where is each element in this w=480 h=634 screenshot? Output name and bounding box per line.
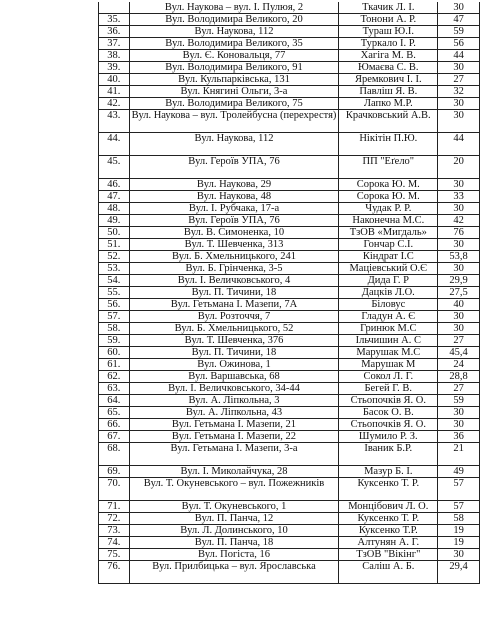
address-cell: Вул. П. Тичини, 18 — [129, 347, 339, 359]
owner-cell: Гончар С.І. — [339, 239, 438, 251]
owner-cell: Крачковський А.В. — [339, 110, 438, 133]
address-cell: Вул. Варшавська, 68 — [129, 371, 339, 383]
owner-cell: Хагіга М. В. — [339, 50, 438, 62]
table-row — [99, 383, 480, 395]
row-number: 69. — [99, 466, 130, 478]
area-cell: 19 — [438, 537, 480, 549]
area-cell: 30 — [438, 98, 480, 110]
row-number: 71. — [99, 501, 130, 513]
address-cell: Вул. Погіста, 16 — [129, 549, 339, 561]
owner-cell: Чудак Р. Р. — [339, 203, 438, 215]
address-cell: Вул. Т. Шевченка, 313 — [129, 239, 339, 251]
area-cell: 56 — [438, 38, 480, 50]
area-cell: 27 — [438, 74, 480, 86]
owner-cell: ТзОВ «Мигдаль» — [339, 227, 438, 239]
area-cell: 57 — [438, 501, 480, 513]
table-row — [99, 335, 480, 347]
owner-cell: Сорока Ю. М. — [339, 179, 438, 191]
table-row — [99, 311, 480, 323]
owner-cell: Сорока Ю. М. — [339, 191, 438, 203]
owner-cell: Іваник Б.Р. — [339, 443, 438, 466]
area-cell: 58 — [438, 513, 480, 525]
address-cell: Вул. І. Миколайчука, 28 — [129, 466, 339, 478]
row-number: 58. — [99, 323, 130, 335]
table-row — [99, 50, 480, 62]
row-number: 67. — [99, 431, 130, 443]
address-cell: Вул. Кульпарківська, 131 — [129, 74, 339, 86]
row-number: 75. — [99, 549, 130, 561]
address-cell: Вул. А. Ліпкольна, 3 — [129, 395, 339, 407]
table-row — [99, 359, 480, 371]
address-cell: Вул. Прилбицька – вул. Ярославська — [129, 561, 339, 584]
address-cell: Вул. Наукова – вул. І. Пулюя, 2 — [129, 2, 339, 14]
row-number: 59. — [99, 335, 130, 347]
table-row — [99, 323, 480, 335]
table-row — [99, 203, 480, 215]
owner-cell: Наконечна М.С. — [339, 215, 438, 227]
address-cell: Вул. П. Панча, 12 — [129, 513, 339, 525]
area-cell: 27 — [438, 383, 480, 395]
address-cell: Вул. Гетьмана І. Мазепи, 3-а — [129, 443, 339, 466]
table-row — [99, 179, 480, 191]
address-cell: Вул. Наукова, 112 — [129, 133, 339, 156]
address-cell: Вул. І. Величковського, 34-44 — [129, 383, 339, 395]
row-number: 39. — [99, 62, 130, 74]
table-row — [99, 407, 480, 419]
address-cell: Вул. Володимира Великого, 75 — [129, 98, 339, 110]
table-row — [99, 419, 480, 431]
owner-cell: Гринюк М.С — [339, 323, 438, 335]
area-cell: 44 — [438, 133, 480, 156]
owner-cell: Басок О. В. — [339, 407, 438, 419]
table-row — [99, 431, 480, 443]
table-row — [99, 347, 480, 359]
address-cell: Вул. Т. Шевченка, 376 — [129, 335, 339, 347]
address-cell: Вул. Л. Долинського, 10 — [129, 525, 339, 537]
owner-cell: ПП "Еґело" — [339, 156, 438, 179]
row-number: 36. — [99, 26, 130, 38]
address-cell: Вул. А. Ліпкольна, 43 — [129, 407, 339, 419]
owner-cell: Тураш Ю.І. — [339, 26, 438, 38]
row-number: 42. — [99, 98, 130, 110]
row-number: 51. — [99, 239, 130, 251]
row-number: 40. — [99, 74, 130, 86]
address-cell: Вул. Б. Хмельницького, 241 — [129, 251, 339, 263]
owner-cell: Біловус — [339, 299, 438, 311]
address-cell: Вул. П. Тичини, 18 — [129, 287, 339, 299]
owner-cell: Туркало І. Р. — [339, 38, 438, 50]
table-row — [99, 549, 480, 561]
owner-cell: Тонони А. Р. — [339, 14, 438, 26]
row-number: 62. — [99, 371, 130, 383]
table-row — [99, 299, 480, 311]
owner-cell: Монцібович Л. О. — [339, 501, 438, 513]
table-row — [99, 513, 480, 525]
table-row — [99, 263, 480, 275]
table-row — [99, 275, 480, 287]
address-cell: Вул. Героїв УПА, 76 — [129, 215, 339, 227]
address-cell: Вул. Княгині Ольги, 3-а — [129, 86, 339, 98]
table-row — [99, 215, 480, 227]
owner-cell: Дида Г. Р — [339, 275, 438, 287]
table-row — [99, 156, 480, 179]
row-number: 61. — [99, 359, 130, 371]
area-cell: 19 — [438, 525, 480, 537]
table-row — [99, 110, 480, 133]
table-row — [99, 371, 480, 383]
table-row — [99, 14, 480, 26]
address-cell: Вул. Наукова – вул. Тролейбусна (перехрестя) — [129, 110, 339, 133]
row-number: 43. — [99, 110, 130, 133]
row-number: 70. — [99, 478, 130, 501]
owner-cell: Алтунян А. Г. — [339, 537, 438, 549]
owner-cell: Куксенко Т. Р. — [339, 513, 438, 525]
address-cell: Вул. Володимира Великого, 91 — [129, 62, 339, 74]
address-cell: Вул. В. Симоненка, 10 — [129, 227, 339, 239]
area-cell: 30 — [438, 179, 480, 191]
owner-cell: Дацків Л.О. — [339, 287, 438, 299]
owner-cell: Шумило Р. З. — [339, 431, 438, 443]
table-row — [99, 74, 480, 86]
registry-table-body — [99, 2, 480, 584]
row-number: 55. — [99, 287, 130, 299]
owner-cell: Павліш Я. В. — [339, 86, 438, 98]
row-number: 38. — [99, 50, 130, 62]
area-cell: 30 — [438, 419, 480, 431]
row-number: 50. — [99, 227, 130, 239]
row-number: 45. — [99, 156, 130, 179]
area-cell: 30 — [438, 110, 480, 133]
owner-cell: Стьопочків Я. О. — [339, 419, 438, 431]
area-cell: 30 — [438, 2, 480, 14]
address-cell: Вул. Т. Окуневського, 1 — [129, 501, 339, 513]
area-cell: 76 — [438, 227, 480, 239]
area-cell: 45,4 — [438, 347, 480, 359]
table-row — [99, 287, 480, 299]
row-number: 57. — [99, 311, 130, 323]
area-cell: 30 — [438, 62, 480, 74]
row-number: 60. — [99, 347, 130, 359]
table-row — [99, 501, 480, 513]
table-row — [99, 191, 480, 203]
table-row — [99, 466, 480, 478]
row-number: 68. — [99, 443, 130, 466]
row-number: 63. — [99, 383, 130, 395]
owner-cell: Сокол Л. Г. — [339, 371, 438, 383]
address-cell: Вул. Героїв УПА, 76 — [129, 156, 339, 179]
table-row — [99, 2, 480, 14]
table-row — [99, 98, 480, 110]
address-cell: Вул. Наукова, 112 — [129, 26, 339, 38]
area-cell: 30 — [438, 407, 480, 419]
table-row — [99, 239, 480, 251]
address-cell: Вул. І. Величковського, 4 — [129, 275, 339, 287]
address-cell: Вул. Т. Окуневського – вул. Пожежників — [129, 478, 339, 501]
area-cell: 29,4 — [438, 561, 480, 584]
owner-cell: Бегей Г. В. — [339, 383, 438, 395]
area-cell: 59 — [438, 395, 480, 407]
area-cell: 59 — [438, 26, 480, 38]
table-row — [99, 86, 480, 98]
address-cell: Вул. Є. Коновальця, 77 — [129, 50, 339, 62]
owner-cell: Марушак М.С — [339, 347, 438, 359]
owner-cell: Кіндрат І.С — [339, 251, 438, 263]
area-cell: 30 — [438, 323, 480, 335]
table-row — [99, 561, 480, 584]
area-cell: 27,5 — [438, 287, 480, 299]
area-cell: 24 — [438, 359, 480, 371]
table-row — [99, 443, 480, 466]
owner-cell: ТзОВ "Вікінг" — [339, 549, 438, 561]
area-cell: 29,9 — [438, 275, 480, 287]
owner-cell: Мазур Б. І. — [339, 466, 438, 478]
area-cell: 32 — [438, 86, 480, 98]
owner-cell: Куксенко Т.Р. — [339, 525, 438, 537]
owner-cell: Яремкович І. І. — [339, 74, 438, 86]
table-row — [99, 62, 480, 74]
table-row — [99, 478, 480, 501]
row-number: 41. — [99, 86, 130, 98]
area-cell: 30 — [438, 311, 480, 323]
row-number: 64. — [99, 395, 130, 407]
area-cell: 30 — [438, 203, 480, 215]
owner-cell: Куксенко Т. Р. — [339, 478, 438, 501]
table-row — [99, 227, 480, 239]
address-cell: Вул. Гетьмана І. Мазепи, 7А — [129, 299, 339, 311]
address-cell: Вул. Володимира Великого, 20 — [129, 14, 339, 26]
registry-table — [98, 2, 480, 584]
area-cell: 57 — [438, 478, 480, 501]
table-row — [99, 525, 480, 537]
address-cell: Вул. Розточчя, 7 — [129, 311, 339, 323]
row-number: 65. — [99, 407, 130, 419]
address-cell: Вул. Б. Хмельницького, 52 — [129, 323, 339, 335]
row-number: 47. — [99, 191, 130, 203]
table-row — [99, 26, 480, 38]
table-row — [99, 133, 480, 156]
area-cell: 40 — [438, 299, 480, 311]
owner-cell: Юмаєва С. В. — [339, 62, 438, 74]
row-number: 53. — [99, 263, 130, 275]
owner-cell: Лапко М.Р. — [339, 98, 438, 110]
area-cell: 42 — [438, 215, 480, 227]
row-number: 35. — [99, 14, 130, 26]
area-cell: 44 — [438, 50, 480, 62]
address-cell: Вул. Ожинова, 1 — [129, 359, 339, 371]
area-cell: 28,8 — [438, 371, 480, 383]
row-number: 44. — [99, 133, 130, 156]
address-cell: Вул. І. Рубчака, 17-а — [129, 203, 339, 215]
area-cell: 27 — [438, 335, 480, 347]
address-cell: Вул. Володимира Великого, 35 — [129, 38, 339, 50]
owner-cell: Нікітін П.Ю. — [339, 133, 438, 156]
owner-cell: Марушак М — [339, 359, 438, 371]
row-number: 49. — [99, 215, 130, 227]
area-cell: 53,8 — [438, 251, 480, 263]
address-cell: Вул. Гетьмана І. Мазепи, 21 — [129, 419, 339, 431]
row-number: 56. — [99, 299, 130, 311]
row-number — [99, 2, 130, 14]
area-cell: 47 — [438, 14, 480, 26]
area-cell: 49 — [438, 466, 480, 478]
row-number: 46. — [99, 179, 130, 191]
address-cell: Вул. Наукова, 29 — [129, 179, 339, 191]
row-number: 54. — [99, 275, 130, 287]
owner-cell: Ткачик Л. І. — [339, 2, 438, 14]
address-cell: Вул. П. Панча, 18 — [129, 537, 339, 549]
table-row — [99, 38, 480, 50]
row-number: 74. — [99, 537, 130, 549]
row-number: 76. — [99, 561, 130, 584]
address-cell: Вул. Гетьмана І. Мазепи, 22 — [129, 431, 339, 443]
address-cell: Вул. Наукова, 48 — [129, 191, 339, 203]
area-cell: 30 — [438, 263, 480, 275]
address-cell: Вул. Б. Грінченка, 3-5 — [129, 263, 339, 275]
row-number: 37. — [99, 38, 130, 50]
row-number: 52. — [99, 251, 130, 263]
table-row — [99, 395, 480, 407]
area-cell: 30 — [438, 549, 480, 561]
area-cell: 20 — [438, 156, 480, 179]
table-row — [99, 251, 480, 263]
owner-cell: Стьопочків Я. О. — [339, 395, 438, 407]
row-number: 48. — [99, 203, 130, 215]
owner-cell: Саліш А. Б. — [339, 561, 438, 584]
area-cell: 33 — [438, 191, 480, 203]
owner-cell: Маціевський О.Є — [339, 263, 438, 275]
row-number: 73. — [99, 525, 130, 537]
area-cell: 30 — [438, 239, 480, 251]
owner-cell: Ільчишин А. С — [339, 335, 438, 347]
area-cell: 21 — [438, 443, 480, 466]
table-row — [99, 537, 480, 549]
row-number: 72. — [99, 513, 130, 525]
area-cell: 36 — [438, 431, 480, 443]
owner-cell: Гладун А. Є — [339, 311, 438, 323]
row-number: 66. — [99, 419, 130, 431]
